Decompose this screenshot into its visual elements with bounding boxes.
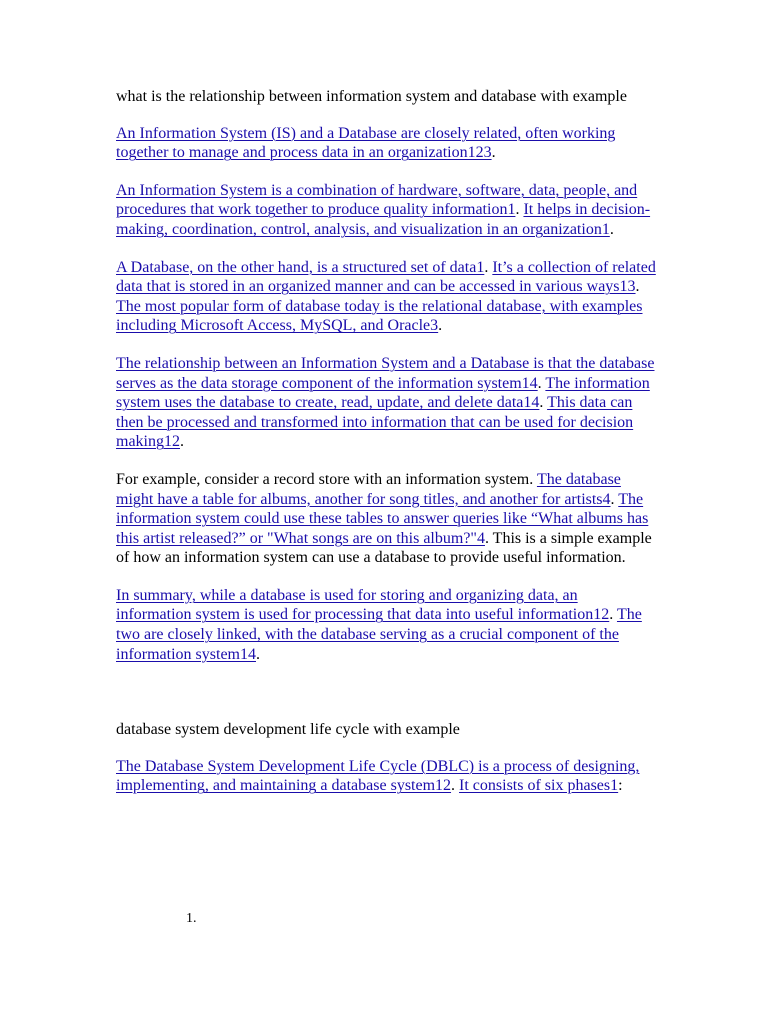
- document-body: [116, 87, 656, 814]
- citation-link[interactable]: The two are closely linked, with the database serving as a crucial component of the information system14: [116, 606, 642, 663]
- citation-link[interactable]: The relationship between an Information System and a Database is that the database serves as the data storage component of the information system14: [116, 354, 655, 392]
- text-run: .: [438, 317, 443, 335]
- paragraph-intro: [116, 124, 656, 163]
- citation-link[interactable]: It consists of six phases1: [459, 777, 619, 795]
- text-run: . This is a simple example of how an information system can use a database to provide useful information.: [116, 529, 652, 567]
- paragraph-example: [116, 470, 656, 568]
- text-run: .: [539, 394, 548, 412]
- citation-link[interactable]: The information system uses the database to create, read, update, and delete data14: [116, 374, 650, 412]
- list-item-marker: 1.: [186, 911, 197, 926]
- paragraph-summary: [116, 586, 656, 664]
- citation-link[interactable]: This data can then be processed and transformed into information that can be used for decision making12: [116, 394, 634, 451]
- citation-link[interactable]: It helps in decision-making, coordination, control, analysis, and visualization in an organization1: [116, 201, 651, 238]
- citation-link[interactable]: It’s a collection of related data that is stored in an organized manner and can be accessed in various ways13: [116, 258, 656, 296]
- citation-link[interactable]: In summary, while a database is used for storing and organizing data, an information system is used for processing that data into useful information12: [116, 586, 610, 624]
- citation-link[interactable]: An Information System is a combination of hardware, software, data, people, and procedures that work together to produce quality information1: [116, 181, 638, 219]
- text-run: .: [484, 258, 493, 276]
- blank-space: [116, 682, 656, 720]
- text-run: .: [635, 278, 640, 296]
- text-run: For example, consider a record store with an information system.: [116, 470, 537, 488]
- text-run: .: [491, 144, 496, 162]
- text-run: .: [515, 201, 524, 219]
- section2-heading: database system development life cycle with example: [116, 721, 460, 739]
- citation-link[interactable]: An Information System (IS) and a Database are closely related, often working together to manage and process data in an organization123: [116, 124, 616, 162]
- text-run: .: [537, 374, 546, 392]
- paragraph-dblc: [116, 757, 656, 796]
- citation-link[interactable]: The Database System Development Life Cycle (DBLC) is a process of designing, implementing, and maintaining a database system12: [116, 757, 640, 795]
- citation-link[interactable]: A Database, on the other hand, is a structured set of data1: [116, 258, 485, 276]
- citation-link[interactable]: The information system could use these tables to answer queries like “What albums has this artist released?” or "What songs are on this album?"4: [116, 490, 649, 547]
- text-run: :: [618, 777, 623, 795]
- text-run: .: [609, 606, 617, 624]
- text-run: .: [609, 220, 614, 238]
- section1-heading: what is the relationship between information system and database with example: [116, 88, 627, 105]
- paragraph-information-system: [116, 181, 656, 240]
- text-run: .: [610, 490, 619, 508]
- text-run: .: [180, 433, 184, 451]
- paragraph-relationship: [116, 354, 656, 452]
- text-run: .: [255, 645, 260, 663]
- citation-link[interactable]: The most popular form of database today is the relational database, with examples including Microsoft Access, MySQL, and Oracle3: [116, 297, 643, 335]
- citation-link[interactable]: The database might have a table for albums, another for song titles, and another for artists4: [116, 470, 621, 508]
- text-run: .: [451, 777, 460, 795]
- paragraph-database: [116, 258, 656, 336]
